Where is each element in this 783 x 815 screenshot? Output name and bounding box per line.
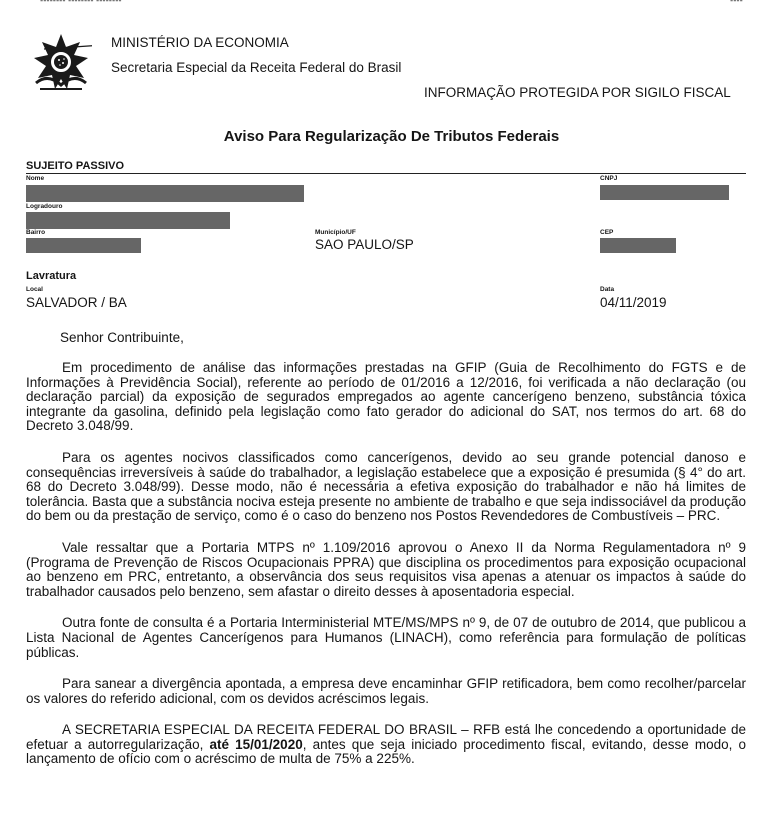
data-label: Data	[600, 286, 615, 293]
ministry-name: MINISTÉRIO DA ECONOMIA	[111, 35, 289, 50]
cep-redacted	[600, 238, 676, 253]
salutation: Senhor Contribuinte,	[60, 330, 184, 345]
scan-top-edge: ▪▪▪▪▪▪▪▪ ▪▪▪▪▪▪▪▪ ▪▪▪▪▪▪▪▪ ▪▪▪▪	[40, 0, 743, 5]
confidentiality-notice: INFORMAÇÃO PROTEGIDA POR SIGILO FISCAL	[424, 85, 731, 100]
cep-label: CEP	[600, 229, 614, 236]
paragraph-5: Para sanear a divergência apontada, a empresa deve encaminhar GFIP retificadora, bem como recolher/parcelar os valores do referido adicional, com os devidos acréscimos legais.	[26, 676, 746, 706]
secretariat-name: Secretaria Especial da Receita Federal do Brasil	[111, 60, 402, 75]
logradouro-label: Logradouro	[26, 203, 63, 210]
municipio-label: Município/UF	[315, 229, 356, 236]
section-divider	[26, 173, 746, 174]
logradouro-redacted	[26, 212, 230, 229]
bairro-label: Bairro	[26, 229, 46, 236]
paragraph-3: Vale ressaltar que a Portaria MTPS nº 1.109/2016 aprovou o Anexo II da Norma Regulamentadora nº 9 (Programa de Prevenção de Riscos Ocupacionais PPRA) que disciplina os procedimentos para exposição ocupacional ao benzeno em PRC, entretanto, a observância dos seus requisitos visa apenas a atenuar os impactos à saúde do trabalhador causados pelo benzeno, sem afastar o direito desses à aposentadoria especial.	[26, 539, 746, 599]
deadline-date: até 15/01/2020	[209, 736, 303, 752]
paragraph-6-start: A SECRETARIA ESPECIAL DA RECEITA FEDERAL DO BRASIL – RFB está lhe concedendo a oportunidade de efetuar a autorregularização,	[26, 722, 746, 752]
document-title: Aviso Para Regularização De Tributos Federais	[223, 128, 560, 145]
bairro-redacted	[26, 238, 141, 253]
lavratura-heading: Lavratura	[26, 270, 77, 282]
local-label: Local	[26, 286, 43, 293]
nome-redacted	[26, 185, 304, 202]
local-value: SALVADOR / BA	[26, 295, 127, 310]
cnpj-label: CNPJ	[600, 175, 618, 182]
sujeito-passivo-heading: SUJEITO PASSIVO	[26, 160, 125, 172]
paragraph-6	[26, 723, 746, 767]
data-value: 04/11/2019	[600, 295, 667, 310]
cnpj-redacted	[600, 185, 729, 200]
paragraph-4: Outra fonte de consulta é a Portaria Interministerial MTE/MS/MPS nº 9, de 07 de outubro de 2014, que publicou a Lista Nacional de Agentes Cancerígenos para Humanos (LINACH), como referência para formulação de políticas públicas.	[26, 615, 746, 660]
paragraph-6-end: , antes que seja iniciado procedimento fiscal, evitando, desse modo, o lançamento de ofício com o acréscimo de multa de 75% a 225%.	[26, 736, 746, 767]
paragraph-2: Para os agentes nocivos classificados como cancerígenos, devido ao seu grande potencial danoso e consequências irreversíveis à saúde do trabalhador, a legislação estabelece que a exposição é presumida (§ 4° do art. 68 do Decreto 3.048/99). Desse modo, não é necessária a efetiva exposição do trabalhador e não há limites de tolerância. Basta que a substância nociva esteja presente no ambiente de trabalho e que seja indissociável da produção do bem ou da prestação de serviço, como é o caso do benzeno nos Postos Revendedores de Combustíveis – PRC.	[26, 449, 746, 524]
letter-body	[26, 361, 746, 784]
brazil-coat-of-arms-icon	[30, 33, 92, 95]
municipio-value: SAO PAULO/SP	[315, 237, 414, 252]
paragraph-1: Em procedimento de análise das informações prestadas na GFIP (Guia de Recolhimento do FGTS e de Informações à Previdência Social), referente ao período de 01/2016 a 12/2016, foi verificada a não declaração (ou declaração parcial) da exposição de segurados empregados ao agente cancerígeno benzeno, substância tóxica integrante da gasolina, definido pela legislação como fato gerador do adicional do SAT, nos termos do art. 68 do Decreto 3.048/99.	[26, 360, 746, 434]
nome-label: Nome	[26, 175, 45, 182]
